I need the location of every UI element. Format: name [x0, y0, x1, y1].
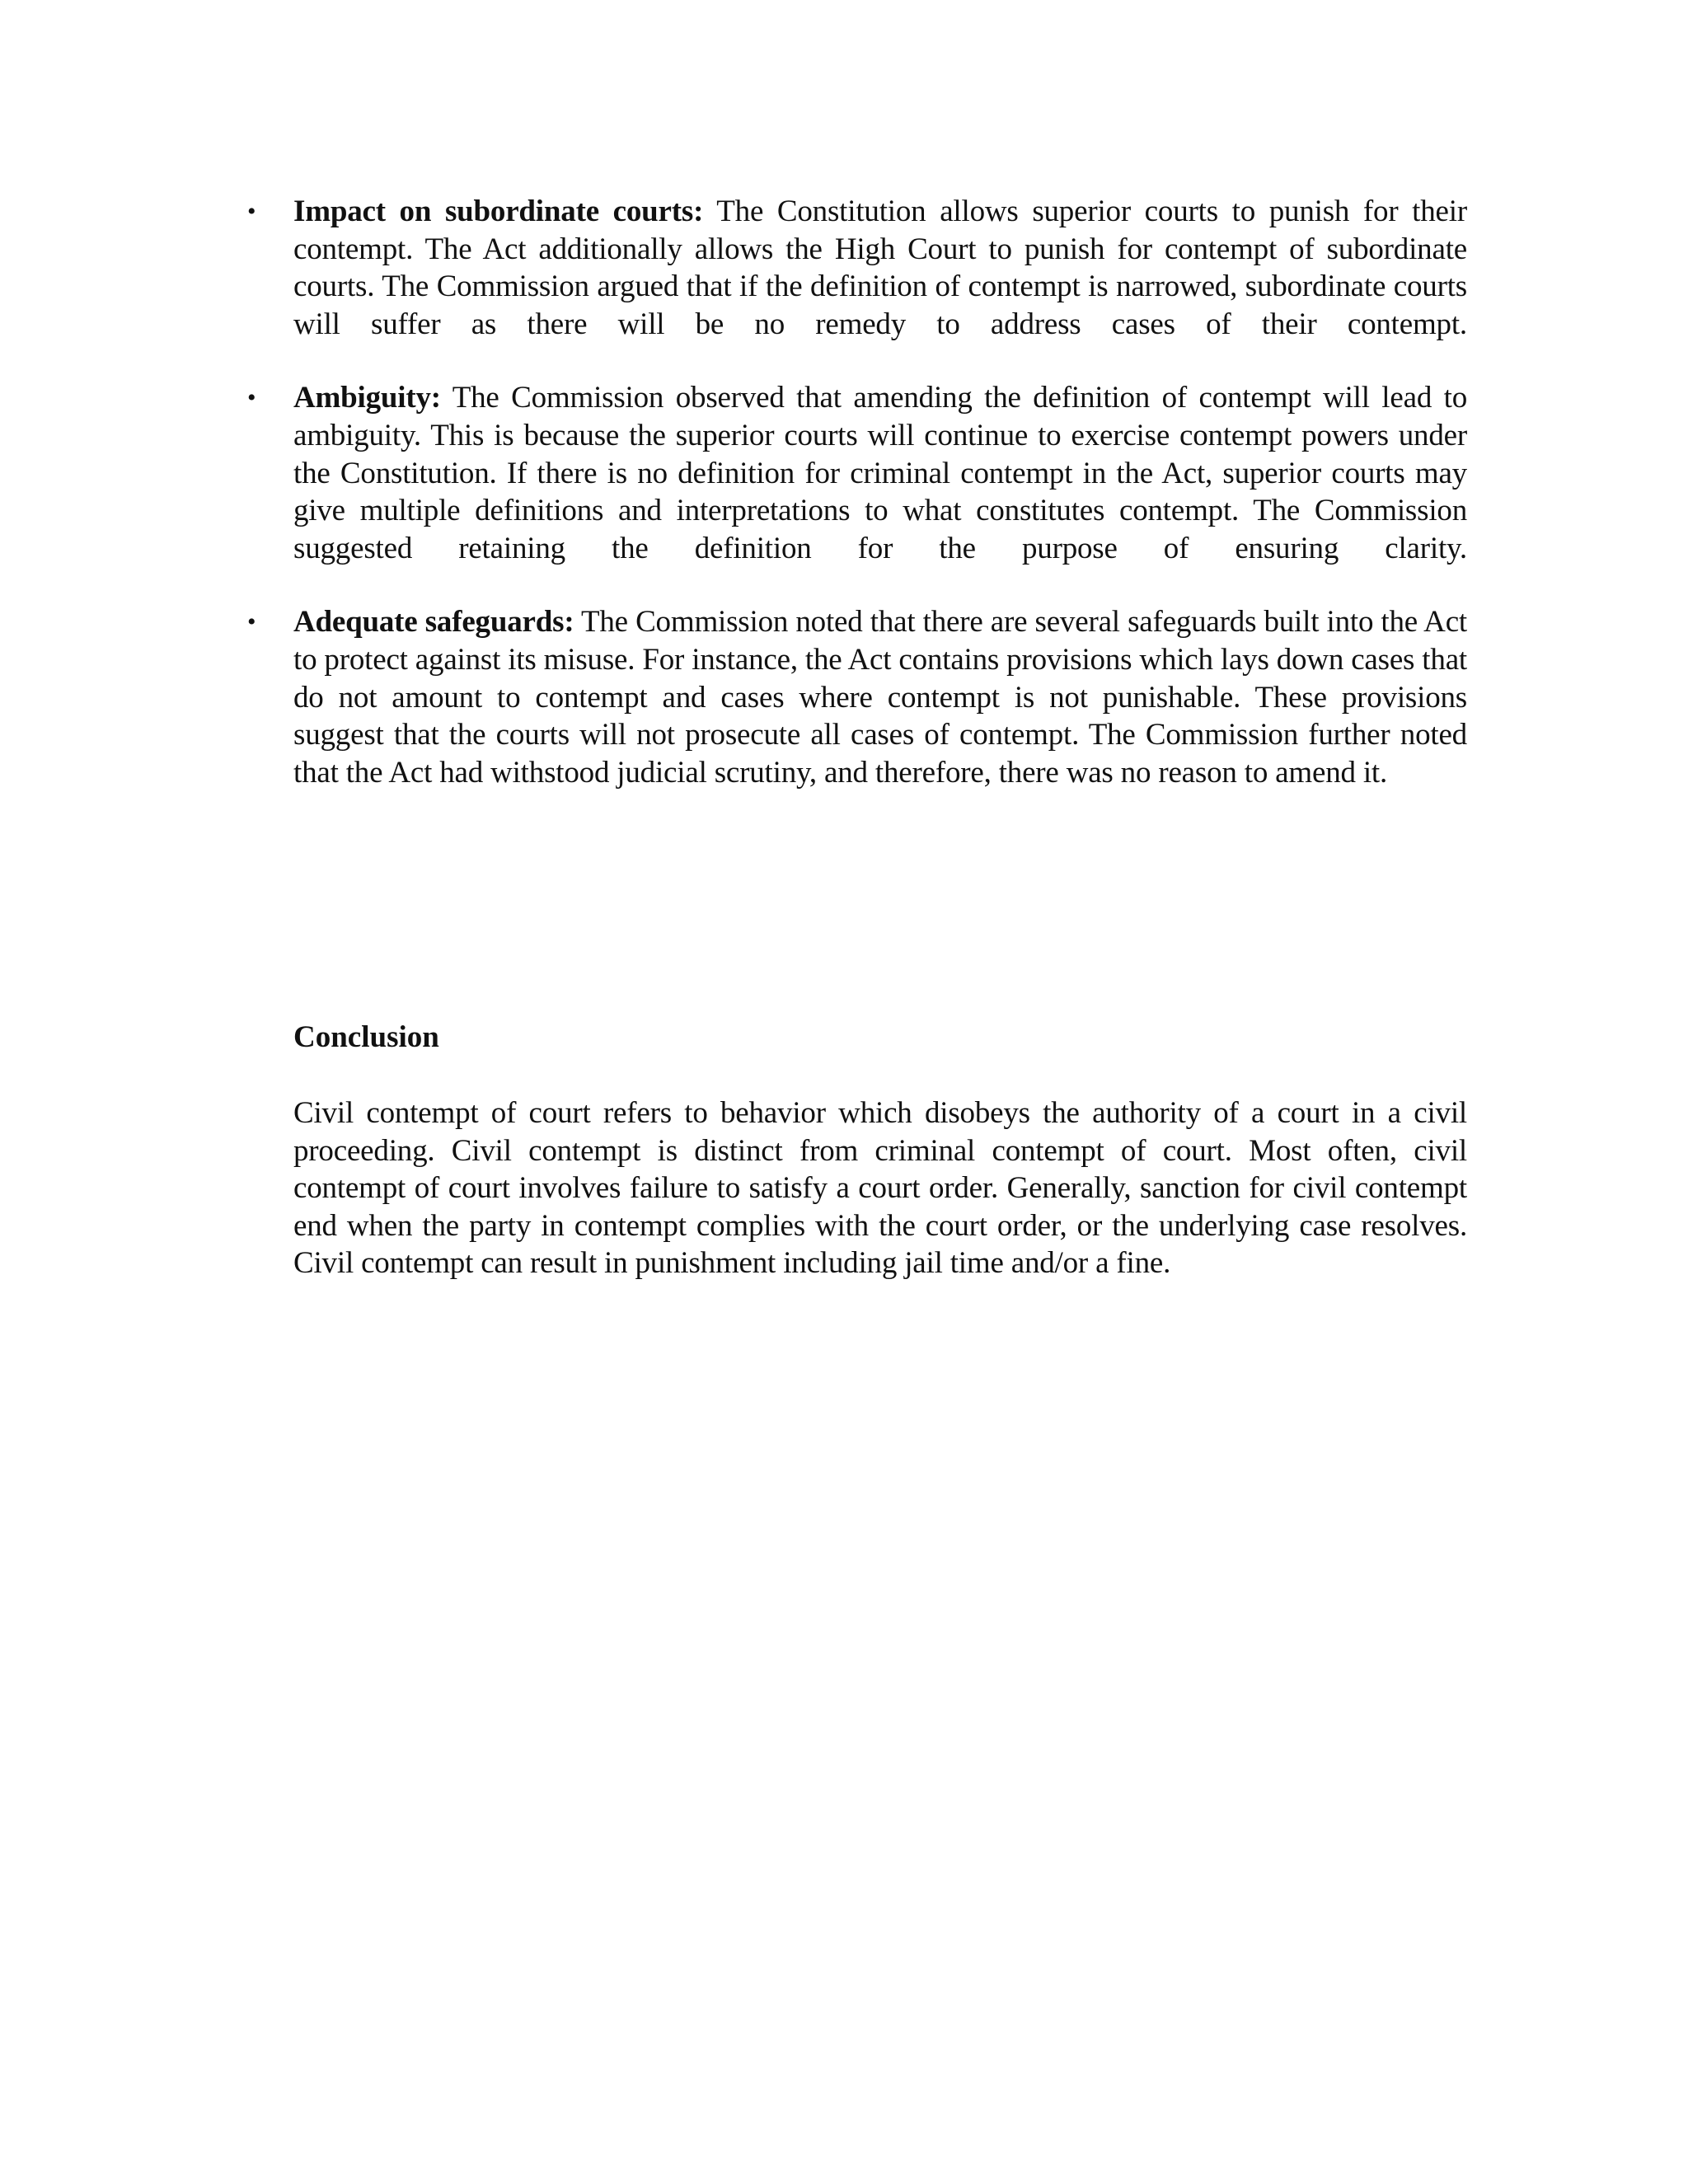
bullet-item-safeguards: [247, 603, 1468, 791]
bullet-item-ambiguity: [247, 379, 1467, 567]
bullet-list: [247, 193, 1468, 827]
bullet-text: The Commission noted that there are several safeguards built into the Act to protect against its misuse. For instance, the Act contains provisions which lays down cases that do not amount to contempt and cases where contempt is not punishable. These provisions suggest that the courts will not prosecute all cases of contempt. The Commission further noted that the Act had withstood judicial scrutiny, and therefore, there was no reason to amend it.: [293, 605, 1468, 790]
bullet-item-impact: [247, 193, 1467, 343]
bullet-label: Impact on subordinate courts:: [293, 194, 704, 228]
bullet-marker: •: [247, 198, 256, 225]
bullet-label: Adequate safeguards:: [293, 605, 574, 640]
conclusion-paragraph: Civil contempt of court refers to behavior which disobeys the authority of a court in a civil proceeding. Civil contempt is distinct from criminal contempt of court. Most often, civil contempt of court involves failure to satisfy a court order. Generally, sanction for civil contempt end when the party in contempt complies with the court order, or the underlying case resolves. Civil contempt can result in punishment including jail time and/or a fine.: [293, 1096, 1467, 1281]
bullet-text: The Constitution allows superior courts to punish for their contempt. The Act additionally allows the High Court to punish for contempt of subordinate courts. The Commission argued that if the definition of contempt is narrowed, subordinate courts will suffer as there will be no remedy to address cases of their contempt.: [293, 194, 1467, 341]
bullet-marker: •: [247, 384, 256, 412]
bullet-text: The Commission observed that amending the definition of contempt will lead to ambiguity. This is because the superior courts will continue to exercise contempt powers under the Constitution. If there is no definition for criminal contempt in the Act, superior courts may give multiple definitions and interpretations to what constitutes contempt. The Commission suggested retaining the definition for the purpose of ensuring clarity.: [293, 381, 1467, 565]
conclusion-heading: Conclusion: [293, 1020, 439, 1054]
bullet-label: Ambiguity:: [293, 381, 441, 415]
bullet-marker: •: [247, 608, 256, 636]
